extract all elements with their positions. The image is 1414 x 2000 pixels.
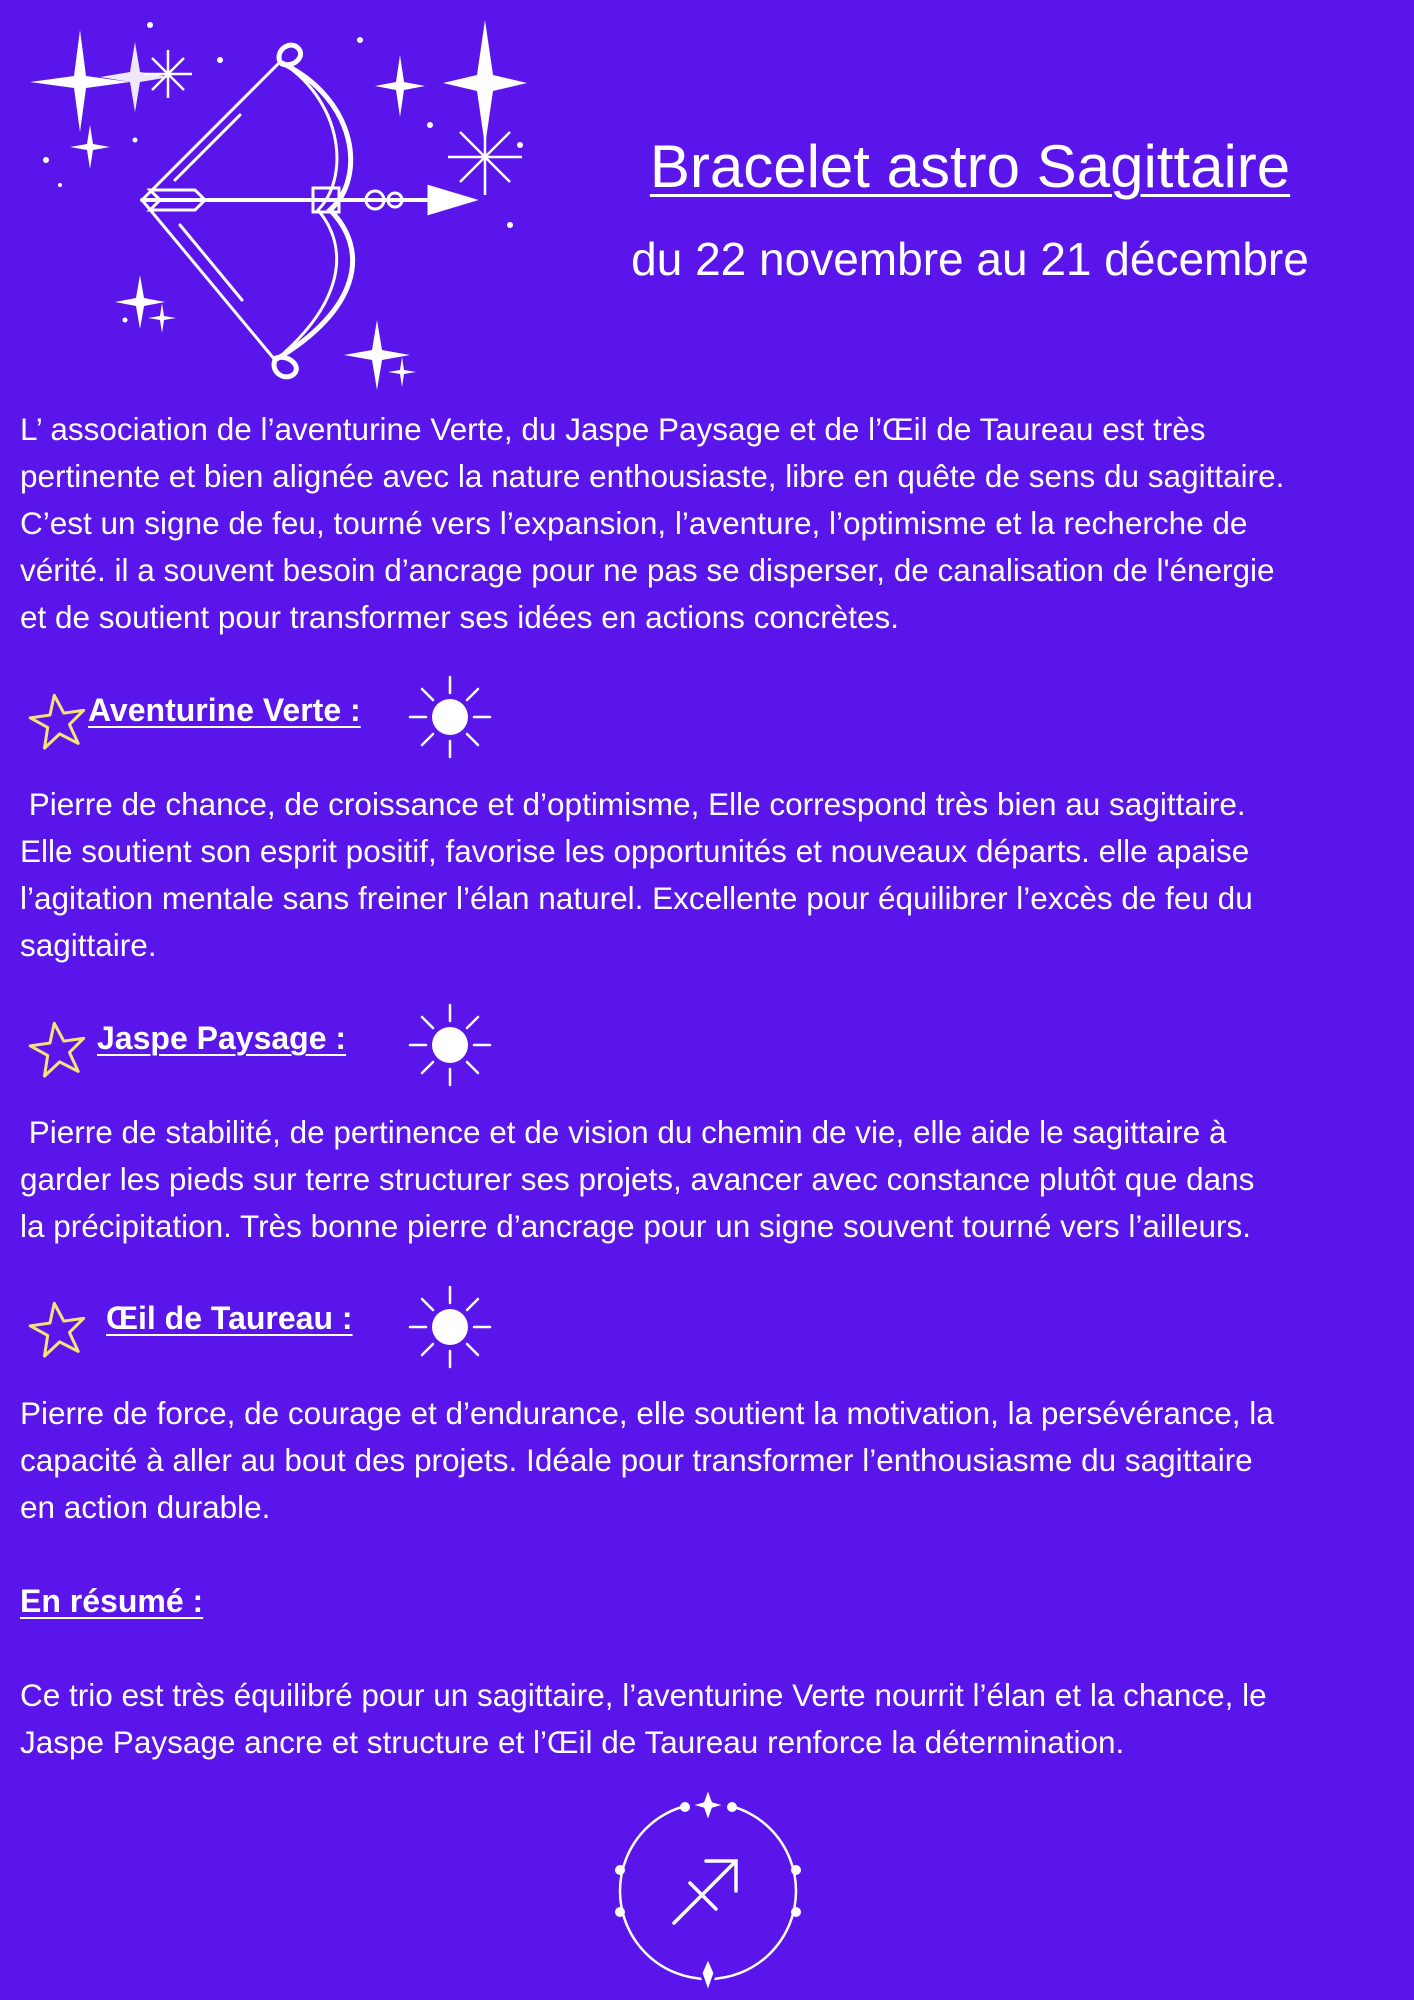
page-title: Bracelet astro Sagittaire xyxy=(649,133,1291,200)
paragraph-line: sagittaire. xyxy=(20,927,157,963)
paragraph-line: garder les pieds sur terre structurer ses projets, avancer avec constance plutôt que dans xyxy=(20,1161,1255,1197)
stone-description-oeil xyxy=(20,1390,1400,1531)
paragraph-line: la précipitation. Très bonne pierre d’ancrage pour un signe souvent tourné vers l’ailleurs. xyxy=(20,1208,1251,1244)
summary-heading: En résumé : xyxy=(20,1583,204,1619)
paragraph-line: Pierre de force, de courage et d’endurance, elle soutient la motivation, la persévérance, la xyxy=(20,1395,1274,1431)
bow-icon xyxy=(142,45,470,377)
paragraph-line: Pierre de stabilité, de pertinence et de vision du chemin de vie, elle aide le sagittaire à xyxy=(20,1114,1227,1150)
paragraph-line: Ce trio est très équilibré pour un sagittaire, l’aventurine Verte nourrit l’élan et la chance, le xyxy=(20,1677,1267,1713)
page-subtitle: du 22 novembre au 21 décembre xyxy=(631,233,1309,285)
star-burst-icon xyxy=(144,50,522,195)
stone-heading-aventurine: Aventurine Verte : xyxy=(88,692,361,728)
paragraph-line: capacité à aller au bout des projets. Idéale pour transformer l’enthousiasme du sagittaire xyxy=(20,1442,1253,1478)
star-outline-icon xyxy=(28,1020,88,1078)
paragraph-line: et de soutient pour transformer ses idées en actions concrètes. xyxy=(20,599,899,635)
intro-paragraph xyxy=(20,406,1400,641)
paragraph-line: C’est un signe de feu, tourné vers l’expansion, l’aventure, l’optimisme et la recherche de xyxy=(20,505,1248,541)
sun-icon xyxy=(408,1003,492,1087)
stone-heading-jaspe: Jaspe Paysage : xyxy=(97,1020,347,1056)
paragraph-line: L’ association de l’aventurine Verte, du Jaspe Paysage et de l’Œil de Taureau est très xyxy=(20,411,1206,447)
summary-paragraph xyxy=(20,1672,1400,1766)
stone-heading-oeil: Œil de Taureau : xyxy=(106,1300,353,1336)
paragraph-line: Jaspe Paysage ancre et structure et l’Œil de Taureau renforce la détermination. xyxy=(20,1724,1125,1760)
sagittarius-zodiac-symbol-icon xyxy=(610,1785,806,1995)
stone-description-jaspe xyxy=(20,1109,1400,1250)
paragraph-line: vérité. il a souvent besoin d’ancrage pour ne pas se disperser, de canalisation de l'énergie xyxy=(20,552,1275,588)
star-outline-icon xyxy=(28,1300,88,1358)
paragraph-line: Pierre de chance, de croissance et d’optimisme, Elle correspond très bien au sagittaire. xyxy=(20,786,1246,822)
sun-icon xyxy=(408,1285,492,1369)
stone-description-aventurine xyxy=(20,781,1400,969)
paragraph-line: l’agitation mentale sans freiner l’élan naturel. Excellente pour équilibrer l’excès de feu du xyxy=(20,880,1253,916)
star-outline-icon xyxy=(28,692,88,750)
paragraph-line: pertinente et bien alignée avec la nature enthousiaste, libre en quête de sens du sagittaire. xyxy=(20,458,1285,494)
sun-icon xyxy=(408,675,492,759)
paragraph-line: en action durable. xyxy=(20,1489,271,1525)
paragraph-line: Elle soutient son esprit positif, favorise les opportunités et nouveaux départs. elle apaise xyxy=(20,833,1250,869)
bow-arrow-illustration xyxy=(30,20,540,390)
